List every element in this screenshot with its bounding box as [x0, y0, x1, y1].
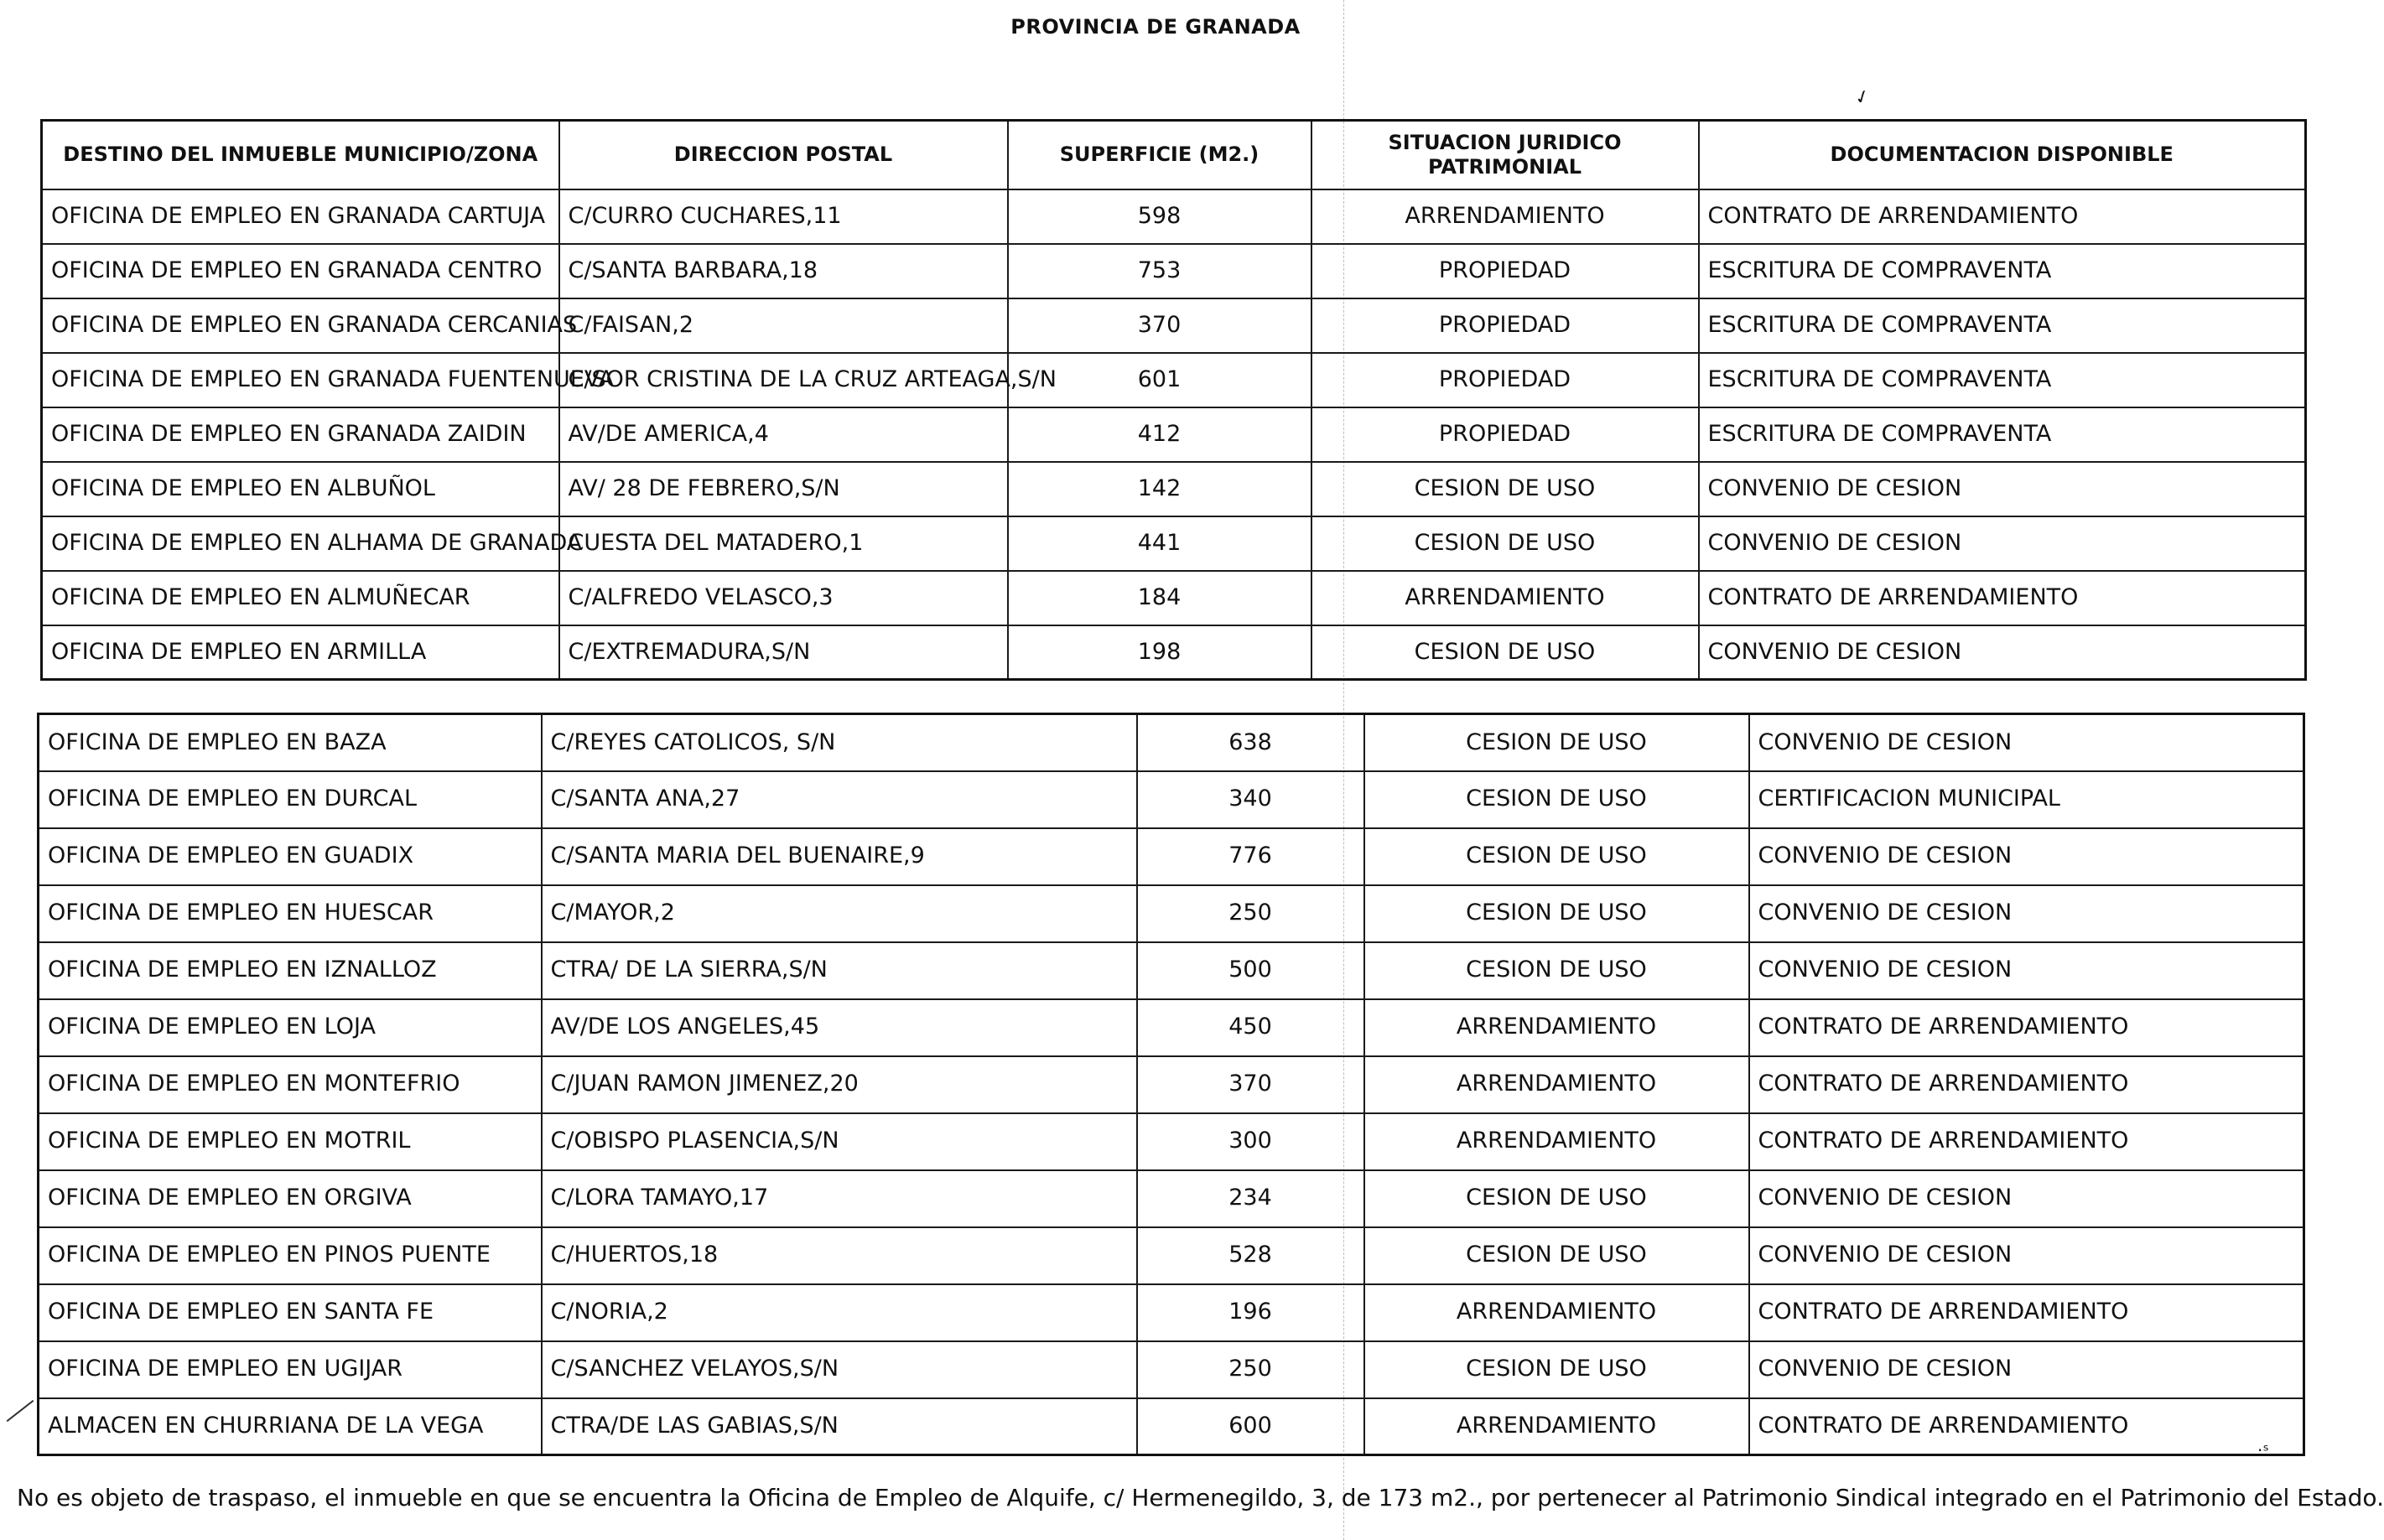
cell-destino: OFICINA DE EMPLEO EN PINOS PUENTE — [39, 1227, 542, 1284]
cell-superficie: 500 — [1137, 942, 1364, 999]
cell-direccion: AV/DE LOS ANGELES,45 — [542, 999, 1137, 1056]
cell-destino: OFICINA DE EMPLEO EN HUESCAR — [39, 885, 542, 942]
cell-superficie: 450 — [1137, 999, 1364, 1056]
cell-superficie: 528 — [1137, 1227, 1364, 1284]
corner-mark: ·ˢ — [2257, 1440, 2269, 1460]
table-row — [42, 189, 2306, 244]
cell-situacion: ARRENDAMIENTO — [1364, 1284, 1749, 1341]
cell-documentacion: CONTRATO DE ARRENDAMIENTO — [1699, 571, 2306, 625]
table-row — [42, 244, 2306, 298]
cell-documentacion: CONVENIO DE CESION — [1749, 942, 2304, 999]
cell-situacion: PROPIEDAD — [1311, 244, 1699, 298]
table-row — [42, 353, 2306, 407]
properties-table-1 — [40, 119, 2307, 681]
table-row — [39, 1056, 2304, 1113]
table-row — [39, 885, 2304, 942]
cell-destino: OFICINA DE EMPLEO EN ALMUÑECAR — [42, 571, 559, 625]
cell-documentacion: CONTRATO DE ARRENDAMIENTO — [1749, 1398, 2304, 1455]
cell-destino: OFICINA DE EMPLEO EN GRANADA FUENTENUEVA — [42, 353, 559, 407]
cell-direccion: C/JUAN RAMON JIMENEZ,20 — [542, 1056, 1137, 1113]
table-row — [39, 999, 2304, 1056]
footnote: No es objeto de traspaso, el inmueble en que se encuentra la Oficina de Empleo de Alquife, c/ Hermenegildo, 3, de 173 m2., por pertenecer al Patrimonio Sindical integrado en el Patrimonio del Estado. — [17, 1484, 2384, 1511]
cell-destino: ALMACEN EN CHURRIANA DE LA VEGA — [39, 1398, 542, 1455]
cell-destino: OFICINA DE EMPLEO EN ARMILLA — [42, 625, 559, 680]
cell-direccion: C/ALFREDO VELASCO,3 — [559, 571, 1008, 625]
cell-situacion: CESION DE USO — [1364, 885, 1749, 942]
cell-situacion: CESION DE USO — [1364, 828, 1749, 885]
table-row — [39, 1284, 2304, 1341]
cell-superficie: 753 — [1008, 244, 1311, 298]
cell-direccion: C/FAISAN,2 — [559, 298, 1008, 353]
header-destino: DESTINO DEL INMUEBLE MUNICIPIO/ZONA — [42, 121, 559, 189]
cell-direccion: C/SANTA ANA,27 — [542, 771, 1137, 828]
table-row — [39, 1113, 2304, 1170]
cell-situacion: PROPIEDAD — [1311, 407, 1699, 462]
cell-superficie: 601 — [1008, 353, 1311, 407]
cell-documentacion: ESCRITURA DE COMPRAVENTA — [1699, 353, 2306, 407]
cell-documentacion: CONVENIO DE CESION — [1749, 885, 2304, 942]
cell-direccion: AV/ 28 DE FEBRERO,S/N — [559, 462, 1008, 516]
table-row — [42, 298, 2306, 353]
cell-documentacion: CONVENIO DE CESION — [1699, 462, 2306, 516]
cell-situacion: CESION DE USO — [1364, 771, 1749, 828]
cell-situacion: ARRENDAMIENTO — [1311, 571, 1699, 625]
table-row — [39, 1227, 2304, 1284]
cell-destino: OFICINA DE EMPLEO EN DURCAL — [39, 771, 542, 828]
cell-destino: OFICINA DE EMPLEO EN ORGIVA — [39, 1170, 542, 1227]
cell-situacion: PROPIEDAD — [1311, 298, 1699, 353]
cell-situacion: PROPIEDAD — [1311, 353, 1699, 407]
cell-documentacion: CONTRATO DE ARRENDAMIENTO — [1749, 1056, 2304, 1113]
cell-destino: OFICINA DE EMPLEO EN ALBUÑOL — [42, 462, 559, 516]
cell-situacion: CESION DE USO — [1364, 1227, 1749, 1284]
cell-superficie: 370 — [1137, 1056, 1364, 1113]
cell-direccion: C/NORIA,2 — [542, 1284, 1137, 1341]
cell-destino: OFICINA DE EMPLEO EN ALHAMA DE GRANADA — [42, 516, 559, 571]
cell-destino: OFICINA DE EMPLEO EN GRANADA CERCANIAS — [42, 298, 559, 353]
cell-documentacion: CONTRATO DE ARRENDAMIENTO — [1699, 189, 2306, 244]
cell-superficie: 412 — [1008, 407, 1311, 462]
properties-table-2 — [37, 713, 2305, 1456]
margin-tick-mark — [7, 1400, 34, 1422]
handwritten-mark: ✓ — [1852, 85, 1874, 111]
cell-documentacion: ESCRITURA DE COMPRAVENTA — [1699, 407, 2306, 462]
cell-direccion: C/EXTREMADURA,S/N — [559, 625, 1008, 680]
cell-situacion: CESION DE USO — [1311, 462, 1699, 516]
table-row — [42, 462, 2306, 516]
cell-direccion: C/CURRO CUCHARES,11 — [559, 189, 1008, 244]
table-row — [42, 516, 2306, 571]
cell-destino: OFICINA DE EMPLEO EN GRANADA ZAIDIN — [42, 407, 559, 462]
table-row — [39, 1341, 2304, 1398]
cell-direccion: C/SANTA MARIA DEL BUENAIRE,9 — [542, 828, 1137, 885]
table-row — [39, 1170, 2304, 1227]
cell-superficie: 196 — [1137, 1284, 1364, 1341]
cell-documentacion: CONVENIO DE CESION — [1749, 1227, 2304, 1284]
table-row — [42, 625, 2306, 680]
cell-destino: OFICINA DE EMPLEO EN BAZA — [39, 714, 542, 771]
header-superficie: SUPERFICIE (M2.) — [1008, 121, 1311, 189]
cell-direccion: AV/DE AMERICA,4 — [559, 407, 1008, 462]
cell-direccion: C/SANTA BARBARA,18 — [559, 244, 1008, 298]
cell-destino: OFICINA DE EMPLEO EN GRANADA CENTRO — [42, 244, 559, 298]
table-row — [42, 571, 2306, 625]
cell-superficie: 370 — [1008, 298, 1311, 353]
cell-situacion: CESION DE USO — [1311, 516, 1699, 571]
cell-superficie: 300 — [1137, 1113, 1364, 1170]
page-title: PROVINCIA DE GRANADA — [1010, 15, 1301, 39]
cell-destino: OFICINA DE EMPLEO EN GRANADA CARTUJA — [42, 189, 559, 244]
cell-documentacion: CONVENIO DE CESION — [1699, 516, 2306, 571]
cell-superficie: 600 — [1137, 1398, 1364, 1455]
header-documentacion: DOCUMENTACION DISPONIBLE — [1699, 121, 2306, 189]
cell-superficie: 184 — [1008, 571, 1311, 625]
cell-direccion: C/REYES CATOLICOS, S/N — [542, 714, 1137, 771]
header-situacion: SITUACION JURIDICO PATRIMONIAL — [1311, 121, 1699, 189]
cell-situacion: ARRENDAMIENTO — [1311, 189, 1699, 244]
cell-documentacion: ESCRITURA DE COMPRAVENTA — [1699, 298, 2306, 353]
cell-situacion: ARRENDAMIENTO — [1364, 1056, 1749, 1113]
cell-documentacion: CERTIFICACION MUNICIPAL — [1749, 771, 2304, 828]
cell-direccion: CUESTA DEL MATADERO,1 — [559, 516, 1008, 571]
cell-documentacion: CONTRATO DE ARRENDAMIENTO — [1749, 1113, 2304, 1170]
table-row — [39, 828, 2304, 885]
cell-destino: OFICINA DE EMPLEO EN UGIJAR — [39, 1341, 542, 1398]
table-row — [39, 942, 2304, 999]
cell-situacion: CESION DE USO — [1364, 1170, 1749, 1227]
cell-direccion: C/HUERTOS,18 — [542, 1227, 1137, 1284]
cell-direccion: C/SANCHEZ VELAYOS,S/N — [542, 1341, 1137, 1398]
table-row — [42, 407, 2306, 462]
cell-direccion: CTRA/DE LAS GABIAS,S/N — [542, 1398, 1137, 1455]
cell-superficie: 250 — [1137, 885, 1364, 942]
cell-superficie: 250 — [1137, 1341, 1364, 1398]
cell-direccion: C/OBISPO PLASENCIA,S/N — [542, 1113, 1137, 1170]
cell-documentacion: CONTRATO DE ARRENDAMIENTO — [1749, 1284, 2304, 1341]
cell-documentacion: CONVENIO DE CESION — [1749, 1170, 2304, 1227]
cell-direccion: C/SOR CRISTINA DE LA CRUZ ARTEAGA,S/N — [559, 353, 1008, 407]
cell-documentacion: CONVENIO DE CESION — [1749, 1341, 2304, 1398]
cell-situacion: ARRENDAMIENTO — [1364, 999, 1749, 1056]
header-direccion: DIRECCION POSTAL — [559, 121, 1008, 189]
cell-documentacion: CONVENIO DE CESION — [1749, 828, 2304, 885]
cell-direccion: C/LORA TAMAYO,17 — [542, 1170, 1137, 1227]
cell-superficie: 598 — [1008, 189, 1311, 244]
cell-documentacion: ESCRITURA DE COMPRAVENTA — [1699, 244, 2306, 298]
cell-situacion: ARRENDAMIENTO — [1364, 1113, 1749, 1170]
cell-documentacion: CONVENIO DE CESION — [1749, 714, 2304, 771]
cell-documentacion: CONTRATO DE ARRENDAMIENTO — [1749, 999, 2304, 1056]
cell-destino: OFICINA DE EMPLEO EN GUADIX — [39, 828, 542, 885]
cell-situacion: CESION DE USO — [1364, 714, 1749, 771]
table-1-body — [42, 189, 2306, 680]
cell-superficie: 234 — [1137, 1170, 1364, 1227]
cell-direccion: C/MAYOR,2 — [542, 885, 1137, 942]
cell-destino: OFICINA DE EMPLEO EN SANTA FE — [39, 1284, 542, 1341]
table-header-row — [42, 121, 2306, 189]
cell-destino: OFICINA DE EMPLEO EN IZNALLOZ — [39, 942, 542, 999]
cell-situacion: CESION DE USO — [1364, 942, 1749, 999]
cell-situacion: ARRENDAMIENTO — [1364, 1398, 1749, 1455]
table-row — [39, 1398, 2304, 1455]
table-row — [39, 771, 2304, 828]
cell-destino: OFICINA DE EMPLEO EN MONTEFRIO — [39, 1056, 542, 1113]
cell-superficie: 198 — [1008, 625, 1311, 680]
cell-situacion: CESION DE USO — [1311, 625, 1699, 680]
table-2-body — [39, 714, 2304, 1455]
table-row — [39, 714, 2304, 771]
cell-destino: OFICINA DE EMPLEO EN LOJA — [39, 999, 542, 1056]
cell-situacion: CESION DE USO — [1364, 1341, 1749, 1398]
cell-superficie: 441 — [1008, 516, 1311, 571]
cell-documentacion: CONVENIO DE CESION — [1699, 625, 2306, 680]
cell-superficie: 340 — [1137, 771, 1364, 828]
cell-destino: OFICINA DE EMPLEO EN MOTRIL — [39, 1113, 542, 1170]
cell-superficie: 142 — [1008, 462, 1311, 516]
cell-superficie: 776 — [1137, 828, 1364, 885]
cell-direccion: CTRA/ DE LA SIERRA,S/N — [542, 942, 1137, 999]
cell-superficie: 638 — [1137, 714, 1364, 771]
